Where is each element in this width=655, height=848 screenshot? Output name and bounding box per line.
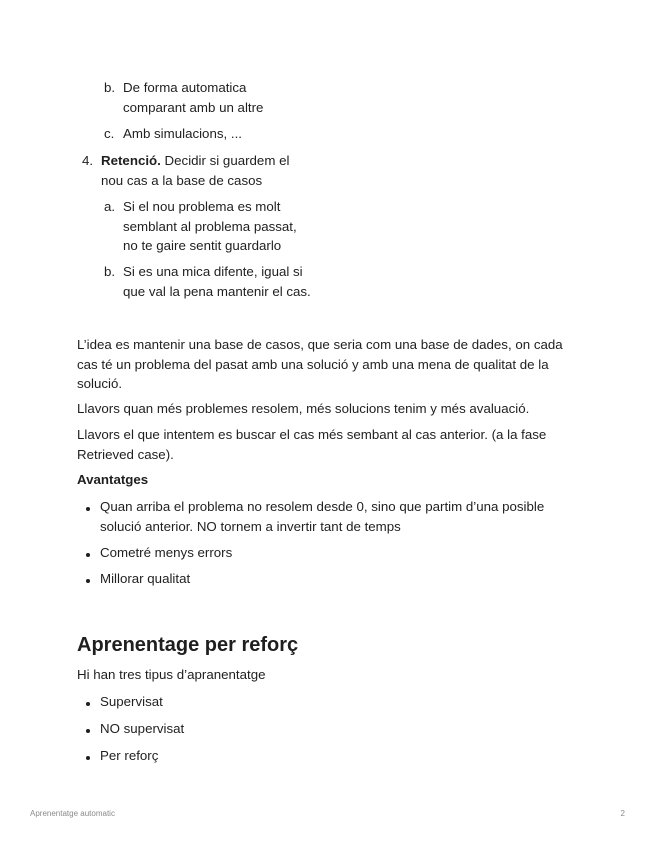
bullet-text: Cometré menys errors <box>100 545 233 560</box>
bullet-icon <box>86 507 90 511</box>
bullet-icon <box>86 579 90 583</box>
paragraph: Llavors el que intentem es buscar el cas més sembant al cas anterior. (a la fase Retrieved case). <box>77 427 547 462</box>
footer-title: Aprenentatge automatic <box>30 809 115 818</box>
list-marker: 4. <box>82 153 94 168</box>
bullet-item <box>86 569 586 589</box>
list-item-text: Amb simulacions, ... <box>123 126 242 141</box>
bullet-icon <box>86 702 90 706</box>
bullet-item <box>86 497 586 536</box>
list-marker: c. <box>104 126 115 141</box>
paragraph: Llavors quan més problemes resolem, més solucions tenim y més avaluació. <box>77 401 530 416</box>
list-item-retencio <box>82 151 302 190</box>
bullet-text: Quan arriba el problema no resolem desde 0, sino que partim d’una posible solució anterior. NO tornem a invertir tant de temps <box>100 499 545 534</box>
bullet-item <box>86 719 586 739</box>
list-item-bold: Retenció. <box>101 153 161 168</box>
bullet-icon <box>86 553 90 557</box>
list-item-text: Si es una mica difente, igual si que val la pena mantenir el cas. <box>123 264 311 299</box>
list-marker: b. <box>104 80 116 95</box>
bullet-icon <box>86 756 90 760</box>
bullet-icon <box>86 729 90 733</box>
list-item-text: Si el nou problema es molt semblant al problema passat, no te gaire sentit guardarlo <box>123 199 297 253</box>
bullet-text: Millorar qualitat <box>100 571 191 586</box>
paragraph: Hi han tres tipus d’apranentatge <box>77 667 266 682</box>
bullet-text: Supervisat <box>100 694 163 709</box>
list-item <box>104 262 314 301</box>
section-heading: Aprenentage per reforç <box>77 634 299 656</box>
list-item <box>104 78 314 117</box>
bullet-item <box>86 543 586 563</box>
page-number: 2 <box>620 809 625 818</box>
list-item <box>104 124 314 144</box>
paragraph: L’idea es mantenir una base de casos, que seria com una base de dades, on cada cas té un problema del pasat amb una solució y amb una mena de qualitat de la solució. <box>77 337 563 391</box>
list-item-text: De forma automatica comparant amb un altre <box>123 80 264 115</box>
list-item-rest: Decidir si guardem el nou cas a la base de casos <box>101 153 290 188</box>
list-item-text <box>101 151 297 190</box>
list-marker: a. <box>104 199 116 214</box>
list-marker: b. <box>104 264 116 279</box>
list-item <box>104 197 314 256</box>
bullet-item <box>86 692 586 712</box>
bullet-text: NO supervisat <box>100 721 185 736</box>
bullet-item <box>86 746 586 766</box>
avantatges-heading: Avantatges <box>77 472 149 487</box>
bullet-text: Per reforç <box>100 748 159 763</box>
